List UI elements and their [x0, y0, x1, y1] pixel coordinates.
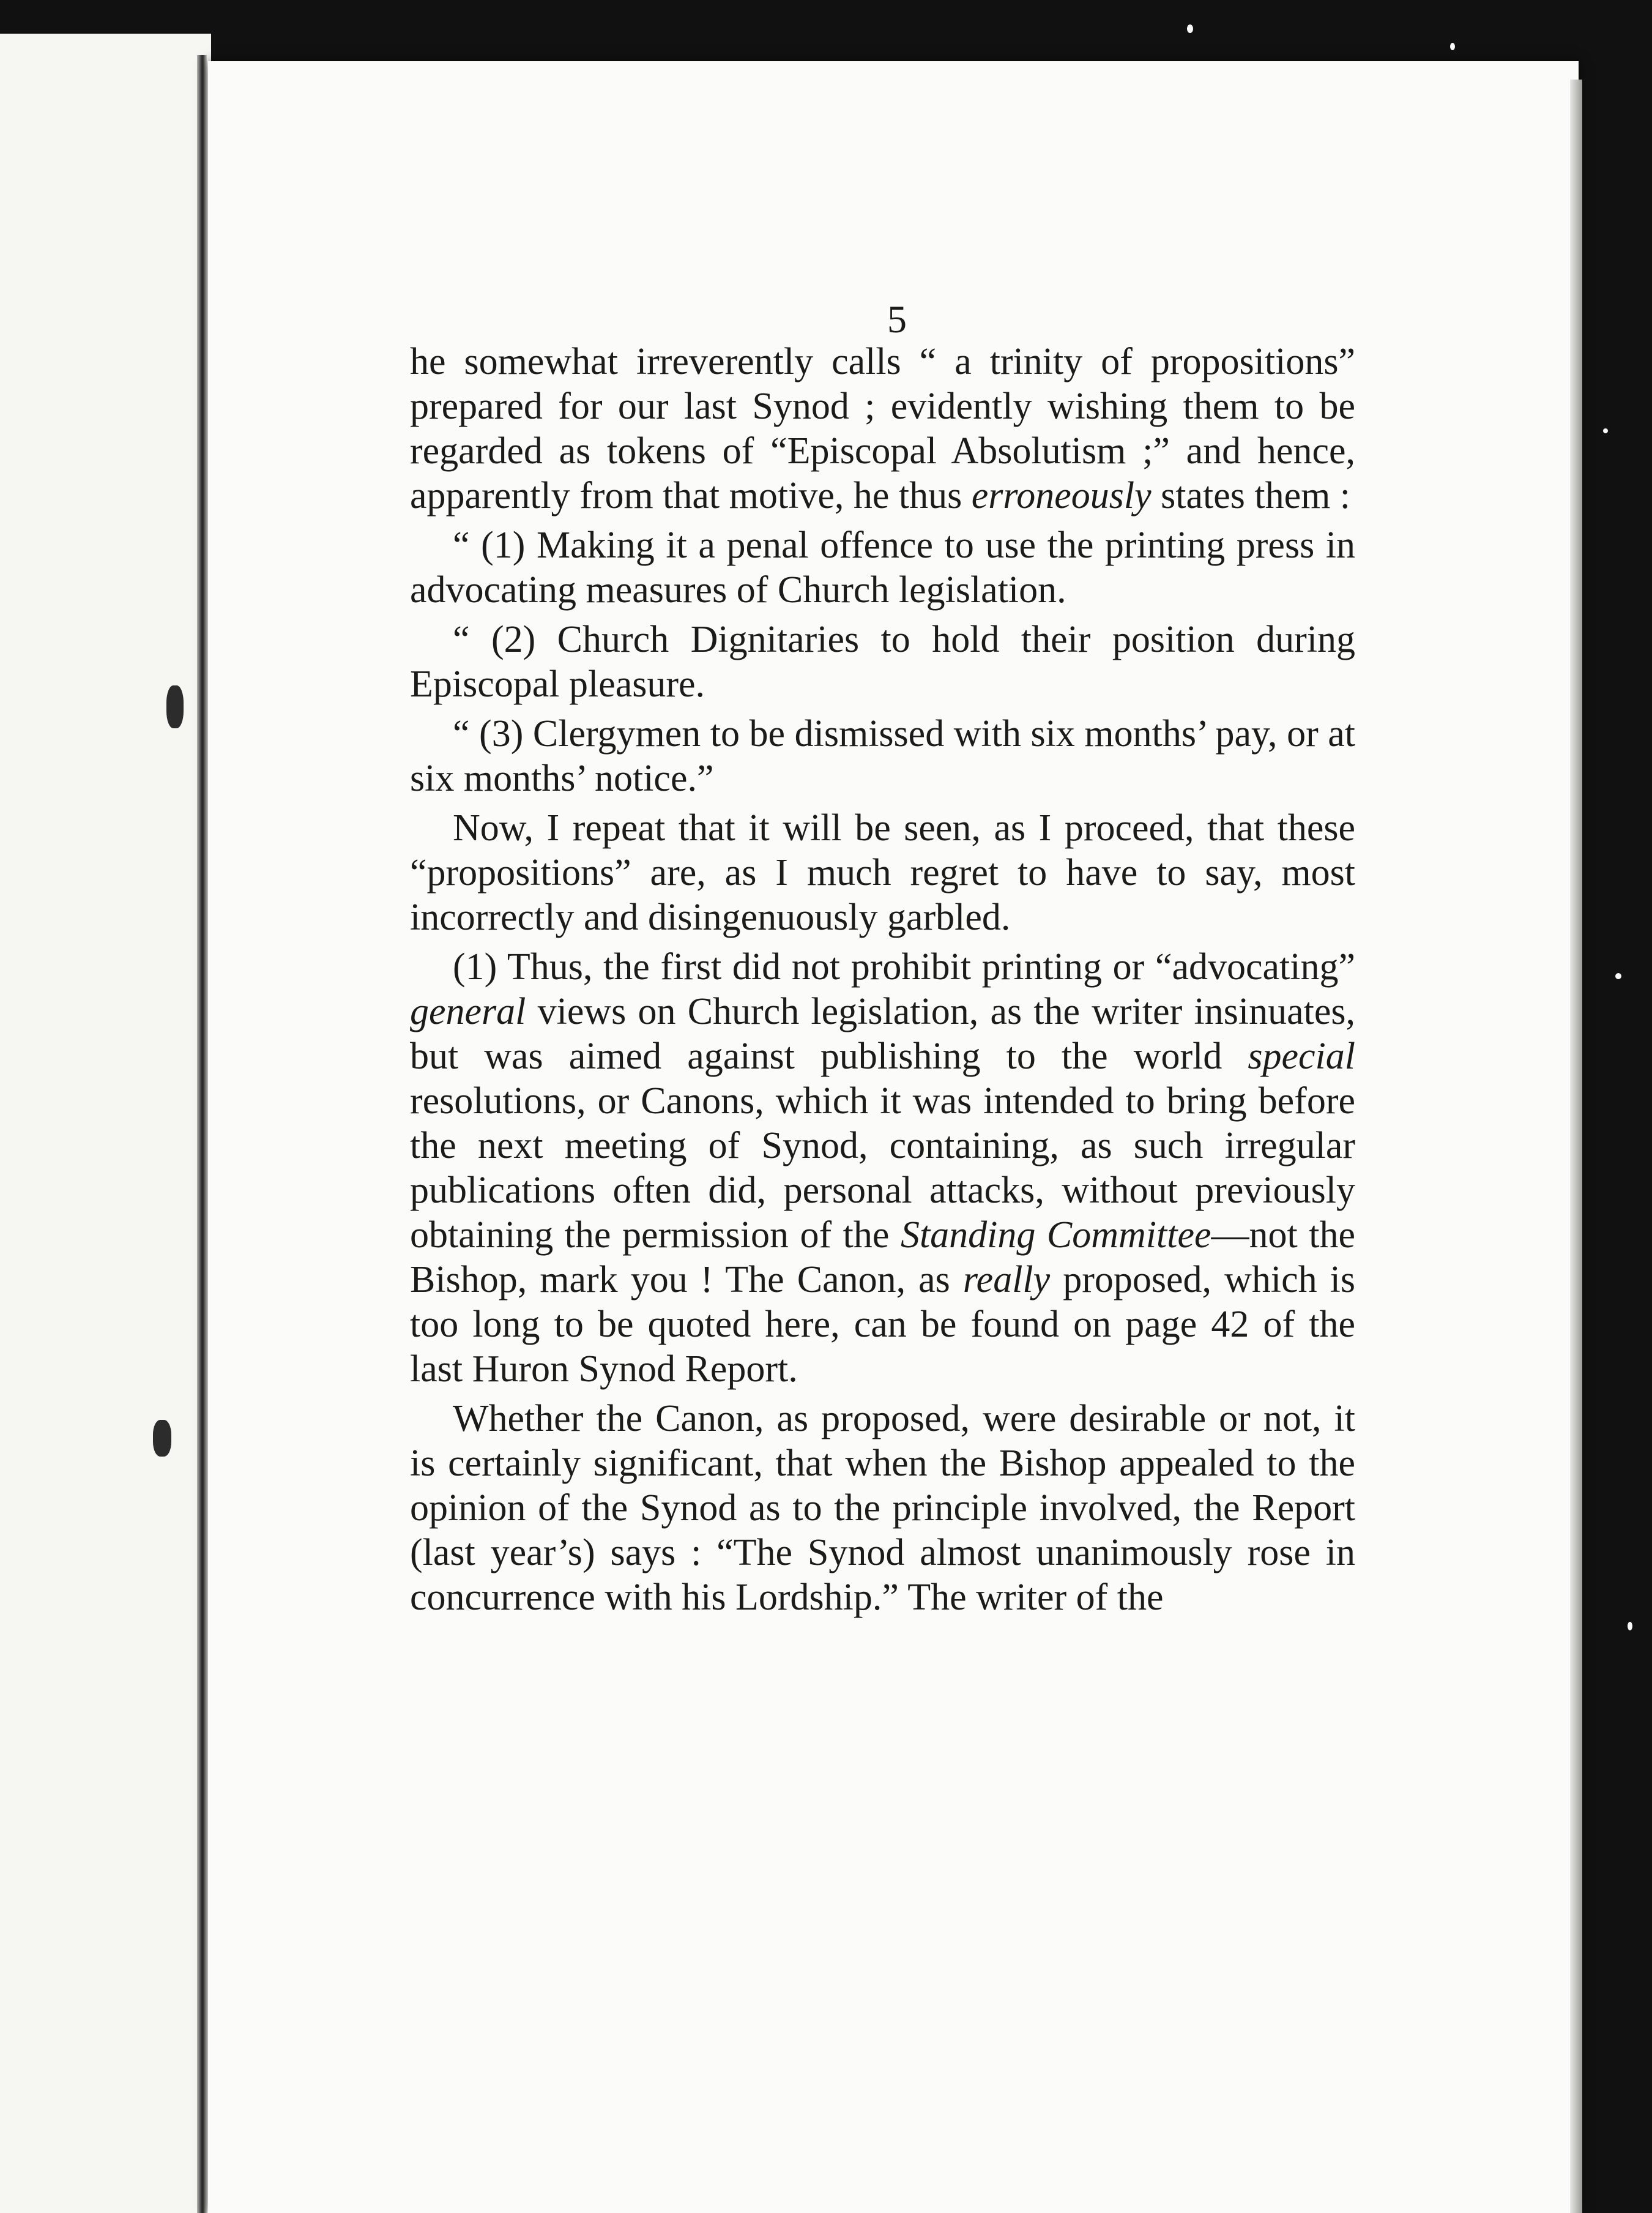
binding-gutter: [197, 55, 207, 2213]
paragraph: Whether the Canon, as proposed, were desirable or not, it is certainly significant, that when the Bishop appealed to the opinion of the Synod as to the principle involved, the Report (last year’s) says : “The Synod almost unanimously rose in concurrence with his Lordship.” The writer of the: [410, 1398, 1355, 1618]
paragraph: “ (2) Church Dignitaries to hold their position during Episcopal pleasure.: [410, 619, 1355, 705]
scan-speck: [1628, 1622, 1632, 1630]
scan-speck: [1615, 973, 1621, 979]
facing-page-edge: [0, 34, 211, 2213]
binding-thread-mark: [166, 685, 184, 728]
binding-thread-mark: [153, 1420, 171, 1457]
paragraph: (1) Thus, the first did not prohibit printing or “advocating” general views on Church legislation, as the writer insinuates, but was aimed against publishing to the world special resolutions, or Canons, which it was intended to bring before the next meeting of Synod, containing, as such irregular publications often did, personal attacks, without previously obtaining the permission of the Standing Committee—not the Bishop, mark you ! The Canon, as really proposed, which is too long to be quoted here, can be found on page 42 of the last Huron Synod Report.: [410, 946, 1355, 1390]
scan-speck: [1187, 24, 1193, 33]
body-text: [410, 340, 1355, 1625]
page-number: 5: [887, 297, 907, 341]
scan-speck: [1450, 43, 1455, 50]
paragraph: “ (3) Clergymen to be dismissed with six months’ pay, or at six months’ notice.”: [410, 713, 1355, 799]
paragraph: Now, I repeat that it will be seen, as I proceed, that these “propositions” are, as I much regret to have to say, most incorrectly and disingenuously garbled.: [410, 807, 1355, 938]
paragraph: he somewhat irreverently calls “ a trinity of propositions” prepared for our last Synod ; evidently wishing them to be regarded as tokens of “Episcopal Absolutism ;” and hence, apparently from that motive, he thus erroneously states them :: [410, 341, 1355, 517]
paragraph: “ (1) Making it a penal offence to use the printing press in advocating measures of Church legislation.: [410, 524, 1355, 611]
page-right-edge: [1570, 80, 1582, 2213]
scan-speck: [1603, 428, 1608, 433]
